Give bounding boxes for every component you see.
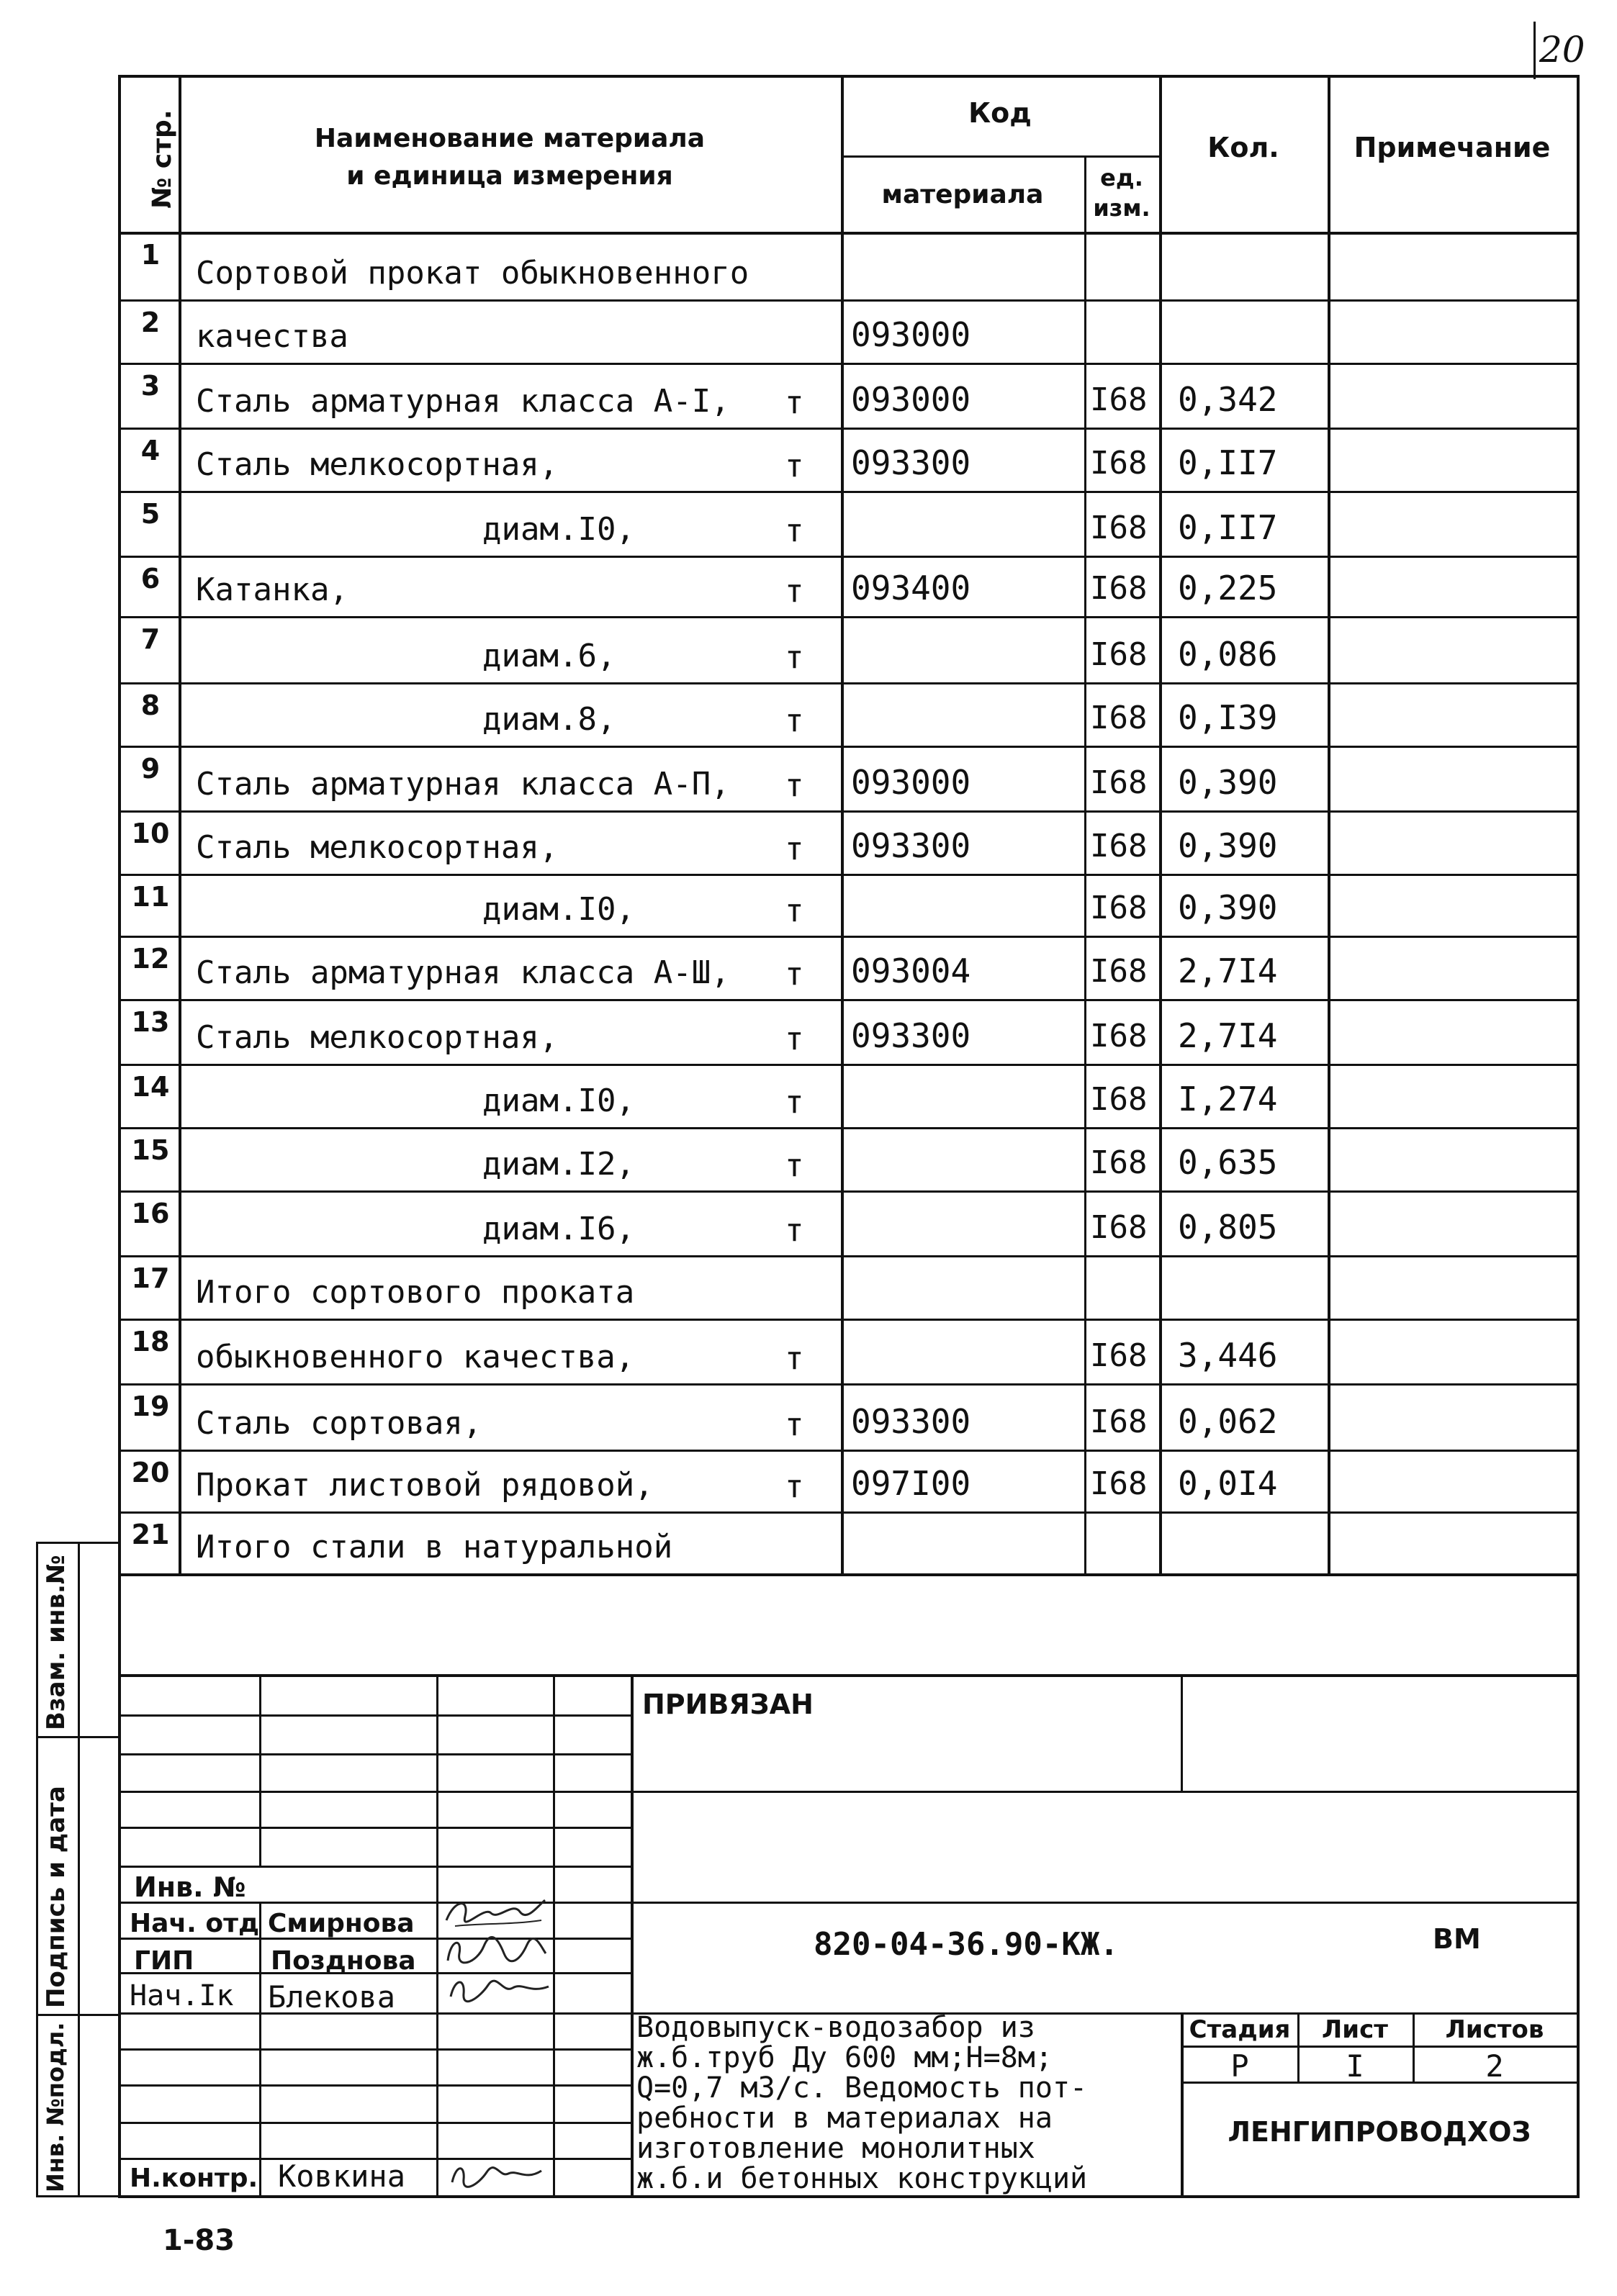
tb-hline-stage-labels bbox=[1181, 2046, 1577, 2048]
side-label-sign-date: Подпись и дата bbox=[42, 1786, 71, 2008]
header-code-unit-1: ед. bbox=[1100, 164, 1143, 191]
quantity: 3,446 bbox=[1178, 1336, 1278, 1375]
material-code: 093004 bbox=[851, 952, 971, 990]
sheets-label: Листов bbox=[1445, 2015, 1544, 2044]
material-name: Сталь арматурная класса А-П, bbox=[196, 766, 730, 803]
material-name: Сталь мелкосортная, bbox=[196, 829, 559, 866]
quantity: 0,390 bbox=[1178, 763, 1278, 802]
row-number: 13 bbox=[131, 1006, 170, 1038]
unit-t: т bbox=[785, 573, 804, 610]
header-name-line1: Наименование материала bbox=[314, 124, 706, 153]
row-number: 17 bbox=[131, 1262, 170, 1294]
unit-code: I68 bbox=[1090, 828, 1148, 864]
material-name: диам.8, bbox=[482, 701, 616, 738]
tb-hline-privyazan bbox=[631, 1791, 1577, 1793]
row-number: 10 bbox=[131, 818, 170, 849]
quantity: 0,342 bbox=[1178, 380, 1278, 419]
row-number: 9 bbox=[140, 753, 161, 785]
role-nkontr: Н.контр. bbox=[130, 2164, 258, 2193]
sheets-value: 2 bbox=[1485, 2048, 1504, 2084]
row-line bbox=[118, 1255, 1577, 1257]
stage-label: Стадия bbox=[1189, 2015, 1291, 2044]
row-number: 14 bbox=[131, 1071, 170, 1103]
quantity: 0,086 bbox=[1178, 635, 1278, 674]
unit-code: I68 bbox=[1090, 1018, 1148, 1054]
col-line-unit bbox=[1084, 155, 1086, 1573]
row-line bbox=[118, 299, 1577, 302]
stage-value: Р bbox=[1230, 2048, 1249, 2084]
material-code: 093000 bbox=[851, 380, 971, 419]
unit-code: I68 bbox=[1090, 445, 1148, 482]
unit-t: т bbox=[785, 1340, 804, 1377]
unit-code: I68 bbox=[1090, 1081, 1148, 1118]
quantity: I,274 bbox=[1178, 1080, 1278, 1118]
signature-pozdnova bbox=[441, 1932, 549, 1972]
unit-t: т bbox=[785, 767, 804, 804]
tb-vline-privyazan bbox=[1181, 1674, 1183, 1791]
material-name: диам.I6, bbox=[482, 1211, 635, 1247]
row-number: 15 bbox=[131, 1134, 170, 1166]
material-code: 093300 bbox=[851, 443, 971, 482]
description-line: изготовление монолитных bbox=[636, 2132, 1035, 2165]
inv-no-label: Инв. № bbox=[134, 1871, 246, 1903]
row-line bbox=[118, 936, 1577, 938]
unit-t: т bbox=[785, 512, 804, 549]
row-line bbox=[118, 1190, 1577, 1193]
material-name: качества bbox=[196, 318, 348, 355]
row-number: 11 bbox=[131, 881, 170, 913]
row-line bbox=[118, 1064, 1577, 1066]
tb-sign-col2 bbox=[436, 1674, 438, 2197]
organization-name: ЛЕНГИПРОВОДХОЗ bbox=[1228, 2116, 1531, 2148]
unit-code: I68 bbox=[1090, 1337, 1148, 1374]
tb-vline-main bbox=[631, 1674, 634, 2197]
tb-sign-col1-top bbox=[259, 1674, 261, 1866]
unit-code: I68 bbox=[1090, 570, 1148, 607]
name-blekova: Блекова bbox=[268, 1979, 396, 2015]
unit-code: I68 bbox=[1090, 700, 1148, 736]
unit-t: т bbox=[785, 892, 804, 929]
signature-smirnova bbox=[441, 1892, 549, 1935]
header-rownum: № стр. bbox=[148, 109, 177, 209]
document-code: 820-04-36.90-КЖ. bbox=[814, 1926, 1119, 1963]
unit-code: I68 bbox=[1090, 1209, 1148, 1246]
material-name: Сталь мелкосортная, bbox=[196, 1019, 559, 1056]
material-name: Прокат листовой рядовой, bbox=[196, 1467, 654, 1504]
row-line bbox=[118, 1383, 1577, 1386]
material-code: 093300 bbox=[851, 1402, 971, 1441]
role-gip: ГИП bbox=[134, 1946, 194, 1976]
material-code: 093000 bbox=[851, 763, 971, 802]
material-code: 093000 bbox=[851, 315, 971, 354]
material-name: Итого стали в натуральной bbox=[196, 1529, 673, 1565]
row-line bbox=[118, 999, 1577, 1001]
role-nach-ik: Нач.Iк bbox=[130, 1979, 234, 2012]
quantity: 0,0I4 bbox=[1178, 1464, 1278, 1503]
description-line: Водовыпуск-водозабор из bbox=[636, 2011, 1035, 2044]
row-number: 20 bbox=[131, 1457, 170, 1488]
material-name: Итого сортового проката bbox=[196, 1274, 635, 1311]
material-name: Сталь мелкосортная, bbox=[196, 446, 559, 483]
unit-code: I68 bbox=[1090, 510, 1148, 546]
quantity: 0,805 bbox=[1178, 1208, 1278, 1247]
material-name: Сортовой прокат обыкновенного bbox=[196, 255, 749, 291]
unit-code: I68 bbox=[1090, 890, 1148, 926]
unit-t: т bbox=[785, 702, 804, 739]
row-number: 2 bbox=[140, 307, 161, 338]
quantity: 0,390 bbox=[1178, 888, 1278, 927]
row-number: 21 bbox=[131, 1519, 170, 1550]
quantity: 0,390 bbox=[1178, 826, 1278, 865]
header-code-split-line bbox=[841, 155, 1159, 158]
quantity: 2,7I4 bbox=[1178, 952, 1278, 990]
quantity: 0,II7 bbox=[1178, 508, 1278, 547]
row-line bbox=[118, 556, 1577, 558]
unit-code: I68 bbox=[1090, 636, 1148, 673]
material-code: 093300 bbox=[851, 826, 971, 865]
header-note: Примечание bbox=[1353, 132, 1551, 163]
row-line bbox=[118, 363, 1577, 365]
row-number: 1 bbox=[140, 239, 161, 271]
description-line: ж.б.и бетонных конструкций bbox=[636, 2162, 1088, 2195]
unit-t: т bbox=[785, 1468, 804, 1505]
row-number: 18 bbox=[131, 1326, 170, 1357]
tb-hline-code-top bbox=[631, 1902, 1577, 1904]
row-number: 7 bbox=[140, 623, 161, 655]
description-line: ребности в материалах на bbox=[636, 2102, 1053, 2135]
material-name: Сталь сортовая, bbox=[196, 1405, 482, 1442]
unit-t: т bbox=[785, 1021, 804, 1057]
unit-code: I68 bbox=[1090, 1404, 1148, 1440]
material-name: диам.I0, bbox=[482, 1083, 635, 1119]
description-line: ж.б.труб Ду 600 мм;Н=8м; bbox=[636, 2041, 1053, 2074]
header-name-line2: и единица измерения bbox=[346, 161, 673, 191]
unit-t: т bbox=[785, 1084, 804, 1121]
signature-kovkina bbox=[446, 2156, 547, 2192]
material-name: диам.I2, bbox=[482, 1146, 635, 1183]
row-line bbox=[118, 616, 1577, 618]
sheet-value: I bbox=[1346, 2048, 1364, 2084]
tb-sign-col1 bbox=[259, 1902, 261, 2197]
sheet-code: ВМ bbox=[1433, 1923, 1481, 1955]
name-pozdnova: Позднова bbox=[271, 1946, 416, 1976]
unit-t: т bbox=[785, 1212, 804, 1249]
unit-code: I68 bbox=[1090, 764, 1148, 801]
name-smirnova: Смирнова bbox=[268, 1909, 415, 1938]
role-nach-otd: Нач. отд bbox=[130, 1909, 260, 1938]
tb-sign-col3 bbox=[553, 1674, 555, 2197]
material-name: диам.I0, bbox=[482, 511, 635, 548]
header-qty: Кол. bbox=[1207, 132, 1279, 163]
row-line bbox=[118, 682, 1577, 684]
side-label-inv-orig: Инв. №подл. bbox=[42, 2022, 69, 2192]
material-code: 093300 bbox=[851, 1016, 971, 1055]
row-line bbox=[118, 874, 1577, 876]
header-code-unit-2: изм. bbox=[1093, 194, 1150, 222]
sheet-label: Лист bbox=[1322, 2015, 1388, 2044]
quantity: 0,635 bbox=[1178, 1143, 1278, 1182]
unit-t: т bbox=[785, 1147, 804, 1184]
row-line bbox=[118, 810, 1577, 813]
table-bottom-line bbox=[118, 1573, 1577, 1576]
material-name: обыкновенного качества, bbox=[196, 1339, 635, 1375]
row-number: 19 bbox=[131, 1391, 170, 1422]
header-code: Код bbox=[968, 97, 1032, 129]
row-line bbox=[118, 746, 1577, 748]
row-line bbox=[118, 491, 1577, 493]
row-line bbox=[118, 1450, 1577, 1452]
unit-t: т bbox=[785, 831, 804, 867]
row-line bbox=[118, 428, 1577, 430]
row-number: 4 bbox=[140, 435, 161, 466]
material-code: 097I00 bbox=[851, 1464, 971, 1503]
row-line bbox=[118, 1319, 1577, 1321]
material-name: Сталь арматурная класса А-I, bbox=[196, 383, 730, 420]
side-label-vzam: Взам. инв.№ bbox=[42, 1555, 71, 1730]
row-number: 8 bbox=[140, 690, 161, 721]
unit-t: т bbox=[785, 639, 804, 676]
material-name: Катанка, bbox=[196, 571, 348, 608]
row-number: 3 bbox=[140, 370, 161, 402]
privyazan-label: ПРИВЯЗАН bbox=[642, 1689, 814, 1720]
row-number: 5 bbox=[140, 498, 161, 530]
quantity: 0,II7 bbox=[1178, 443, 1278, 482]
quantity: 0,I39 bbox=[1178, 698, 1278, 737]
row-number: 12 bbox=[131, 943, 170, 975]
header-code-material: материала bbox=[881, 180, 1044, 209]
material-name: диам.6, bbox=[482, 638, 616, 674]
row-line bbox=[118, 1511, 1577, 1514]
unit-t: т bbox=[785, 448, 804, 484]
unit-code: I68 bbox=[1090, 1144, 1148, 1181]
quantity: 2,7I4 bbox=[1178, 1016, 1278, 1055]
unit-t: т bbox=[785, 956, 804, 993]
material-code: 093400 bbox=[851, 569, 971, 607]
quantity: 0,062 bbox=[1178, 1402, 1278, 1441]
unit-code: I68 bbox=[1090, 1465, 1148, 1502]
unit-t: т bbox=[785, 384, 804, 421]
description-line: Q=0,7 м3/с. Ведомость пот- bbox=[636, 2071, 1088, 2105]
unit-code: I68 bbox=[1090, 381, 1148, 418]
signature-blekova bbox=[443, 1972, 551, 2008]
unit-code: I68 bbox=[1090, 953, 1148, 990]
header-bottom-line bbox=[118, 232, 1577, 235]
quantity: 0,225 bbox=[1178, 569, 1278, 607]
footer-code: 1-83 bbox=[163, 2224, 235, 2257]
titleblock-top-line bbox=[118, 1674, 1577, 1677]
row-line bbox=[118, 1127, 1577, 1129]
material-name: диам.I0, bbox=[482, 891, 635, 928]
row-number: 16 bbox=[131, 1198, 170, 1229]
material-name: Сталь арматурная класса А-Ш, bbox=[196, 954, 730, 991]
name-kovkina: Ковкина bbox=[278, 2159, 406, 2194]
unit-t: т bbox=[785, 1406, 804, 1443]
row-number: 6 bbox=[140, 563, 161, 595]
page-number: 20 bbox=[1539, 29, 1585, 71]
